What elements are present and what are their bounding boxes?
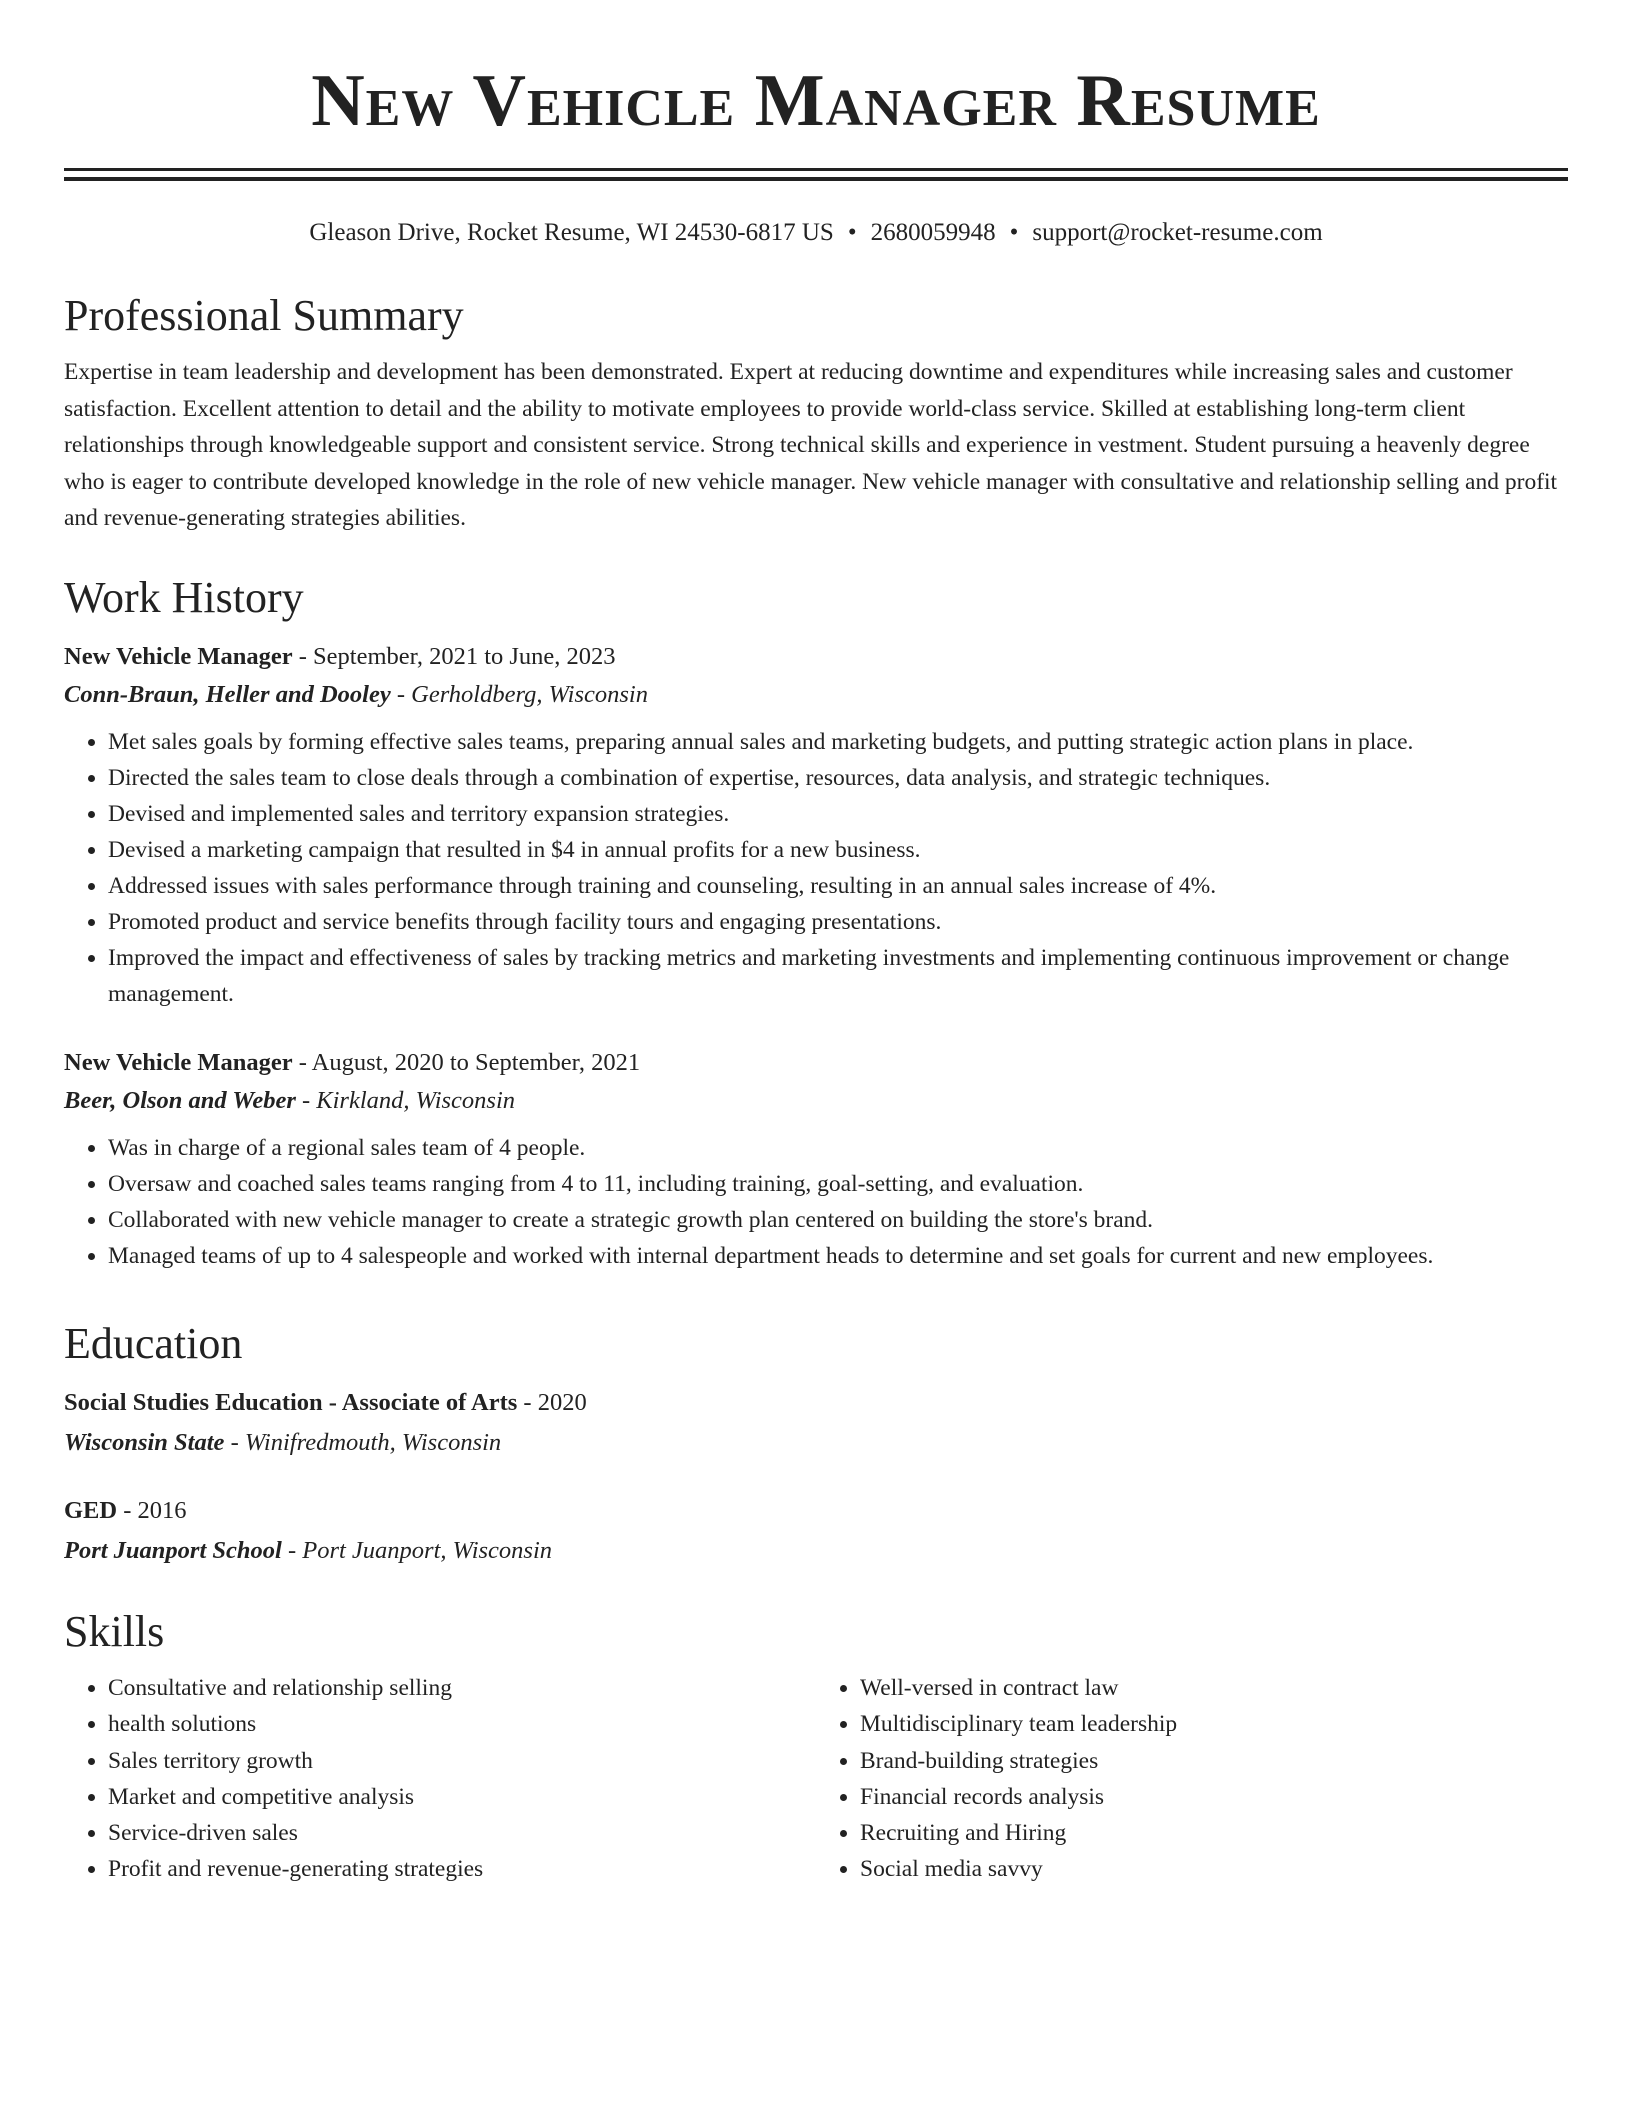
skill-item: • health solutions bbox=[108, 1706, 816, 1742]
skills-list-left bbox=[64, 1670, 816, 1888]
job-bullet: • Was in charge of a regional sales team of 4 people. bbox=[108, 1130, 1568, 1166]
skills-section bbox=[64, 1606, 1568, 1888]
skill-item: • Market and competitive analysis bbox=[108, 1779, 816, 1815]
skill-item: • Consultative and relationship selling bbox=[108, 1670, 816, 1706]
job-title: New Vehicle Manager bbox=[64, 643, 293, 670]
education-entry bbox=[64, 1384, 1568, 1462]
job-bullet: • Managed teams of up to 4 salespeople and worked with internal department heads to determine and set goals for current and new employees. bbox=[108, 1238, 1568, 1274]
education-year: - 2020 bbox=[517, 1389, 587, 1416]
skill-item: • Well-versed in contract law bbox=[860, 1670, 1568, 1706]
education-school: Wisconsin State bbox=[64, 1429, 225, 1456]
skill-item: • Sales territory growth bbox=[108, 1743, 816, 1779]
skills-heading: Skills bbox=[64, 1607, 165, 1656]
job-company-line bbox=[64, 676, 1568, 714]
education-degree: Social Studies Education - Associate of Arts bbox=[64, 1389, 518, 1416]
summary-heading: Professional Summary bbox=[64, 291, 464, 340]
job-entry bbox=[64, 1044, 1568, 1274]
education-school-line bbox=[64, 1532, 1568, 1570]
contact-address: Gleason Drive, Rocket Resume, WI 24530-6817 US bbox=[309, 219, 834, 246]
job-title-line bbox=[64, 638, 1568, 676]
job-entry bbox=[64, 638, 1568, 1012]
education-degree-line bbox=[64, 1384, 1568, 1422]
job-bullet: • Devised a marketing campaign that resulted in $4 in annual profits for a new business. bbox=[108, 832, 1568, 868]
title-divider-top bbox=[64, 168, 1568, 171]
job-location: - Gerholdberg, Wisconsin bbox=[390, 681, 648, 708]
education-school-line bbox=[64, 1424, 1568, 1462]
job-company: Conn-Braun, Heller and Dooley bbox=[64, 681, 391, 708]
skills-columns bbox=[64, 1670, 1568, 1888]
title-divider-bottom bbox=[64, 177, 1568, 181]
contact-phone: 2680059948 bbox=[870, 219, 996, 246]
job-company: Beer, Olson and Weber bbox=[64, 1087, 296, 1114]
contact-separator: • bbox=[1009, 219, 1019, 246]
job-bullet: • Addressed issues with sales performance through training and counseling, resulting in an annual sales increase of 4%. bbox=[108, 868, 1568, 904]
contact-email: support@rocket-resume.com bbox=[1032, 219, 1323, 246]
summary-text: Expertise in team leadership and development has been demonstrated. Expert at reducing downtime and expenditures while increasing sales and customer satisfaction. Excellent attention to detail and the ability to motivate employees to provide world-class service. Skilled at establishing long-term client relationships through knowledgeable support and consistent service. Strong technical skills and experience in vestment. Student pursuing a heavenly degree who is eager to contribute developed knowledge in the role of new vehicle manager. New vehicle manager with consultative and relationship selling and profit and revenue-generating strategies abilities. bbox=[64, 359, 1558, 531]
skill-item: • Financial records analysis bbox=[860, 1779, 1568, 1815]
skill-item: • Service-driven sales bbox=[108, 1815, 816, 1851]
job-company-line bbox=[64, 1082, 1568, 1120]
work-history-heading: Work History bbox=[64, 573, 304, 622]
job-bullet: • Oversaw and coached sales teams ranging from 4 to 11, including training, goal-setting, and evaluation. bbox=[108, 1166, 1568, 1202]
job-bullet: • Promoted product and service benefits through facility tours and engaging presentations. bbox=[108, 904, 1568, 940]
job-bullets bbox=[64, 724, 1568, 1012]
resume-title: New Vehicle Manager Resume bbox=[311, 60, 1321, 142]
contact-separator: • bbox=[847, 219, 857, 246]
education-location: - Port Juanport, Wisconsin bbox=[281, 1537, 553, 1564]
education-school: Port Juanport School bbox=[64, 1537, 282, 1564]
job-bullet: • Met sales goals by forming effective sales teams, preparing annual sales and marketing budgets, and putting strategic action plans in place. bbox=[108, 724, 1568, 760]
job-title-line bbox=[64, 1044, 1568, 1082]
skill-item: • Brand-building strategies bbox=[860, 1743, 1568, 1779]
skill-item: • Social media savvy bbox=[860, 1851, 1568, 1887]
job-bullet: • Devised and implemented sales and territory expansion strategies. bbox=[108, 796, 1568, 832]
job-location: - Kirkland, Wisconsin bbox=[295, 1087, 516, 1114]
job-bullet: • Improved the impact and effectiveness of sales by tracking metrics and marketing investments and implementing continuous improvement or change management. bbox=[108, 940, 1568, 1012]
education-section bbox=[64, 1318, 1568, 1570]
contact-line bbox=[64, 217, 1568, 249]
education-year: - 2016 bbox=[117, 1497, 187, 1524]
job-dates: - September, 2021 to June, 2023 bbox=[292, 643, 616, 670]
summary-section bbox=[64, 290, 1568, 537]
education-degree-line bbox=[64, 1492, 1568, 1530]
job-bullet: • Directed the sales team to close deals through a combination of expertise, resources, data analysis, and strategic techniques. bbox=[108, 760, 1568, 796]
job-title: New Vehicle Manager bbox=[64, 1049, 293, 1076]
job-bullet: • Collaborated with new vehicle manager to create a strategic growth plan centered on building the store's brand. bbox=[108, 1202, 1568, 1238]
education-degree: GED bbox=[64, 1497, 118, 1524]
work-history-section bbox=[64, 572, 1568, 1274]
education-location: - Winifredmouth, Wisconsin bbox=[224, 1429, 502, 1456]
skill-item: • Recruiting and Hiring bbox=[860, 1815, 1568, 1851]
education-entry bbox=[64, 1492, 1568, 1570]
job-dates: - August, 2020 to September, 2021 bbox=[292, 1049, 641, 1076]
skill-item: • Profit and revenue-generating strategies bbox=[108, 1851, 816, 1887]
skills-list-right bbox=[816, 1670, 1568, 1888]
job-bullets bbox=[64, 1130, 1568, 1274]
education-heading: Education bbox=[64, 1319, 243, 1368]
resume-page bbox=[64, 0, 1568, 1883]
skill-item: • Multidisciplinary team leadership bbox=[860, 1706, 1568, 1742]
